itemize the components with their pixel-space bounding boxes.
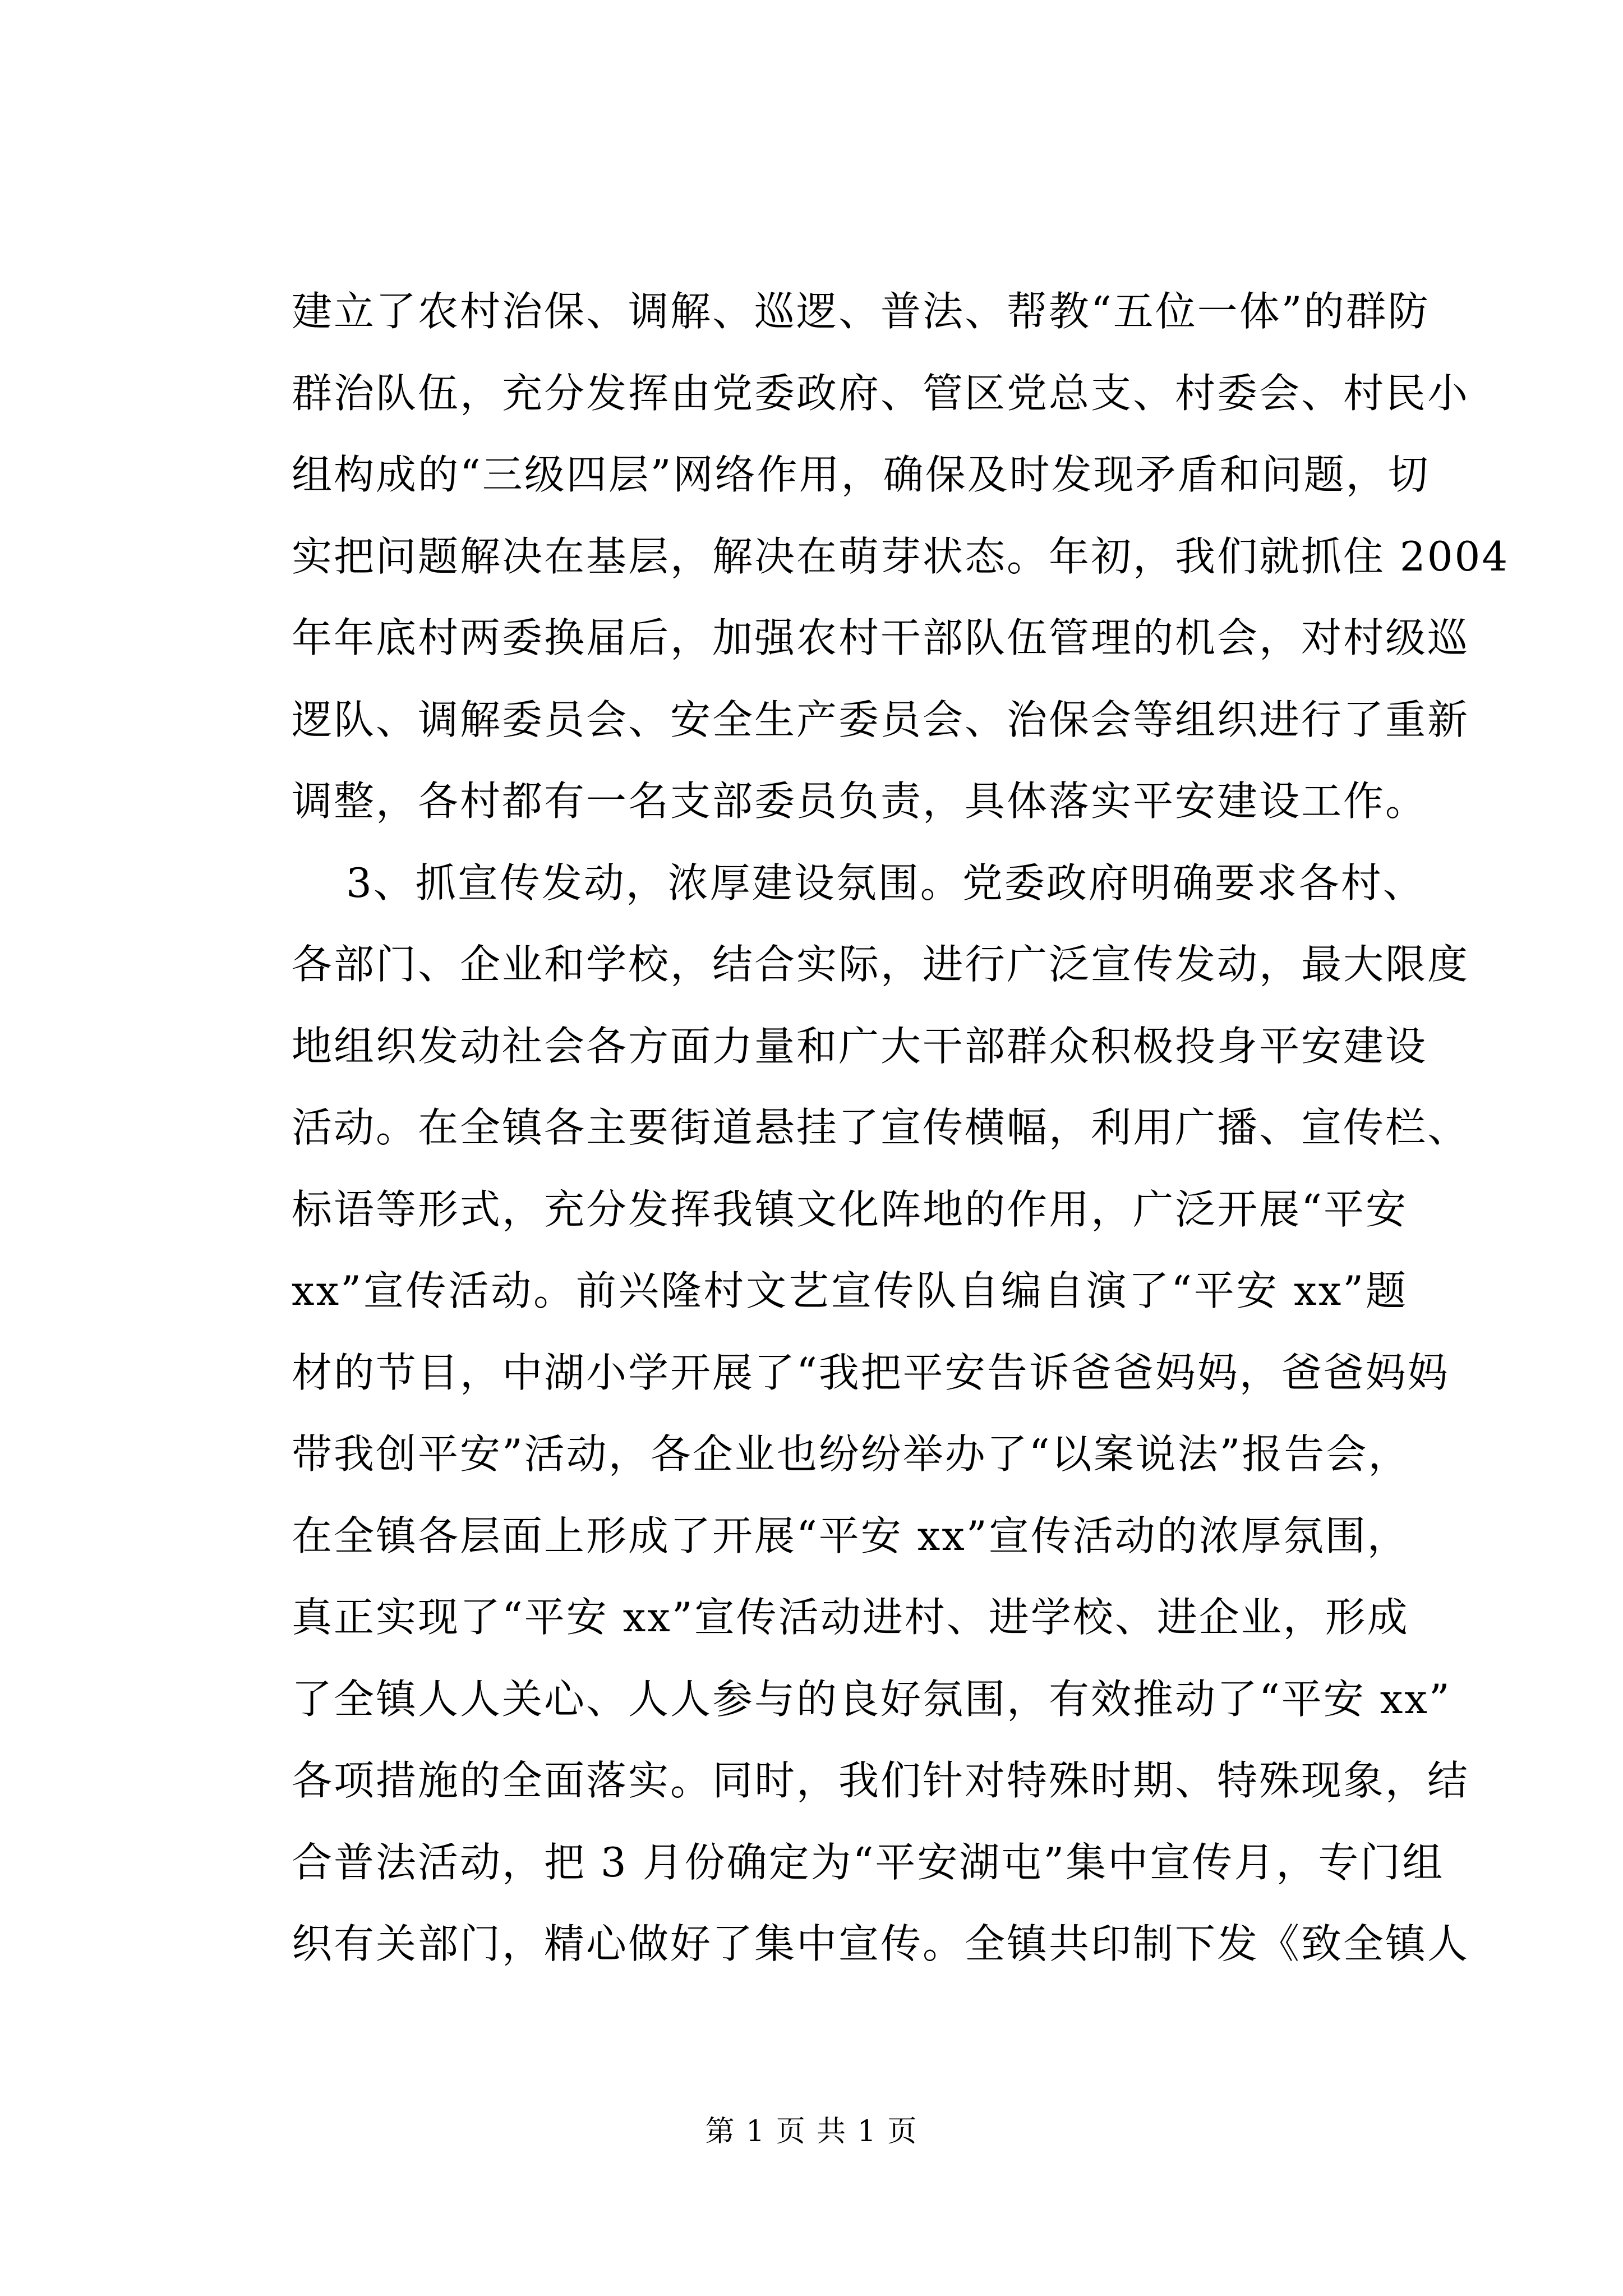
text-line: 活动。在全镇各主要街道悬挂了宣传横幅，利用广播、宣传栏、 (292, 1104, 1470, 1151)
text-line: 标语等形式，充分发挥我镇文化阵地的作用，广泛开展“平安 (292, 1186, 1408, 1233)
page-number-label: 第 1 页 共 1 页 (705, 2115, 918, 2148)
text-line: 在全镇各层面上形成了开展“平安 xx”宣传活动的浓厚氛围， (292, 1512, 1409, 1559)
text-line: 建立了农村治保、调解、巡逻、普法、帮教“五位一体”的群防 (292, 288, 1430, 335)
text-line: 实把问题解决在基层，解决在萌芽状态。年初，我们就抓住 2004 (292, 533, 1510, 580)
text-line: 各部门、企业和学校，结合实际，进行广泛宣传发动，最大限度 (292, 941, 1470, 988)
page-footer (0, 2114, 1623, 2150)
text-line: 了全镇人人关心、人人参与的良好氛围，有效推动了“平安 xx” (292, 1676, 1451, 1723)
text-line: 群治队伍，充分发挥由党委政府、管区党总支、村委会、村民小 (292, 370, 1470, 417)
text-line: 逻队、调解委员会、安全生产委员会、治保会等组织进行了重新 (292, 696, 1470, 743)
text-line: 真正实现了“平安 xx”宣传活动进村、进学校、进企业，形成 (292, 1594, 1409, 1641)
paragraph-start-line: 3、抓宣传发动，浓厚建设氛围。党委政府明确要求各村、 (346, 859, 1425, 907)
text-line: 组构成的“三级四层”网络作用，确保及时发现矛盾和问题，切 (292, 451, 1430, 498)
text-line: 调整，各村都有一名支部委员负责，具体落实平安建设工作。 (292, 777, 1428, 825)
text-line: 织有关部门，精心做好了集中宣传。全镇共印制下发《致全镇人 (292, 1920, 1470, 1967)
text-line: 合普法活动，把 3 月份确定为“平安湖屯”集中宣传月，专门组 (292, 1839, 1445, 1886)
text-line: 年年底村两委换届后，加强农村干部队伍管理的机会，对村级巡 (292, 614, 1470, 661)
text-line: 各项措施的全面落实。同时，我们针对特殊时期、特殊现象，结 (292, 1757, 1470, 1804)
text-line: 材的节目，中湖小学开展了“我把平安告诉爸爸妈妈，爸爸妈妈 (292, 1349, 1450, 1396)
text-line: 带我创平安”活动，各企业也纷纷举办了“以案说法”报告会， (292, 1430, 1410, 1478)
text-line: 地组织发动社会各方面力量和广大干部群众积极投身平安建设 (292, 1023, 1428, 1070)
text-line: xx”宣传活动。前兴隆村文艺宣传队自编自演了“平安 xx”题 (292, 1267, 1408, 1314)
